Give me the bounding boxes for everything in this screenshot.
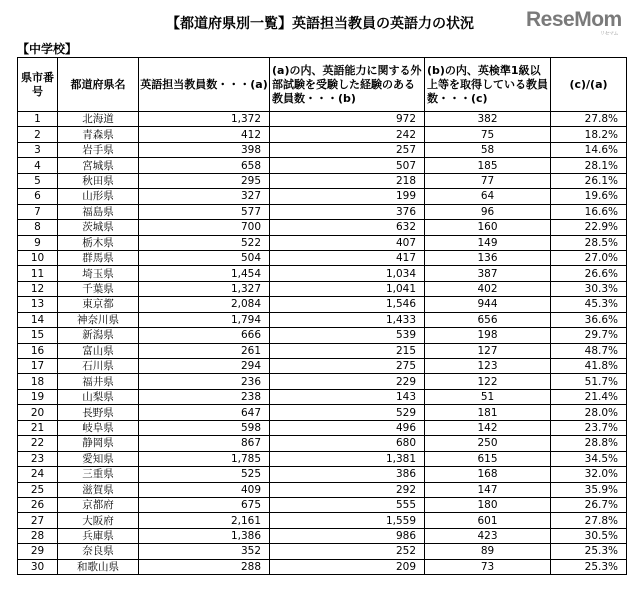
cell-ratio: 45.3% [551, 297, 627, 312]
table-row [18, 359, 627, 374]
cell-exam-takers: 1,381 [270, 451, 425, 466]
cell-teachers: 1,785 [139, 451, 270, 466]
cell-ratio: 28.8% [551, 436, 627, 451]
cell-certified: 77 [425, 173, 551, 188]
cell-ratio: 26.6% [551, 266, 627, 281]
cell-exam-takers: 275 [270, 359, 425, 374]
cell-ratio: 28.1% [551, 158, 627, 173]
cell-ratio: 25.3% [551, 559, 627, 574]
cell-teachers: 398 [139, 142, 270, 157]
cell-prefecture: 富山県 [58, 343, 139, 358]
header-prefecture: 都道府県名 [58, 58, 139, 112]
cell-number: 7 [18, 204, 58, 219]
cell-number: 13 [18, 297, 58, 312]
cell-certified: 127 [425, 343, 551, 358]
cell-teachers: 1,794 [139, 312, 270, 327]
cell-certified: 168 [425, 467, 551, 482]
cell-ratio: 14.6% [551, 142, 627, 157]
cell-ratio: 21.4% [551, 389, 627, 404]
cell-prefecture: 兵庫県 [58, 528, 139, 543]
cell-certified: 387 [425, 266, 551, 281]
cell-certified: 382 [425, 112, 551, 127]
cell-teachers: 294 [139, 359, 270, 374]
cell-certified: 89 [425, 544, 551, 559]
cell-teachers: 261 [139, 343, 270, 358]
cell-number: 8 [18, 220, 58, 235]
cell-prefecture: 山形県 [58, 189, 139, 204]
table-row [18, 528, 627, 543]
cell-ratio: 19.6% [551, 189, 627, 204]
cell-exam-takers: 229 [270, 374, 425, 389]
cell-exam-takers: 539 [270, 328, 425, 343]
cell-number: 12 [18, 281, 58, 296]
cell-exam-takers: 215 [270, 343, 425, 358]
cell-prefecture: 岩手県 [58, 142, 139, 157]
cell-exam-takers: 252 [270, 544, 425, 559]
cell-exam-takers: 292 [270, 482, 425, 497]
cell-number: 23 [18, 451, 58, 466]
cell-ratio: 28.0% [551, 405, 627, 420]
cell-prefecture: 長野県 [58, 405, 139, 420]
table-row [18, 281, 627, 296]
cell-exam-takers: 555 [270, 497, 425, 512]
cell-prefecture: 群馬県 [58, 250, 139, 265]
table-row [18, 112, 627, 127]
cell-teachers: 236 [139, 374, 270, 389]
header-teachers: 英語担当教員数・・・(a) [139, 58, 270, 112]
cell-teachers: 666 [139, 328, 270, 343]
cell-teachers: 675 [139, 497, 270, 512]
cell-certified: 656 [425, 312, 551, 327]
cell-teachers: 647 [139, 405, 270, 420]
cell-prefecture: 静岡県 [58, 436, 139, 451]
cell-exam-takers: 1,034 [270, 266, 425, 281]
logo-subtext: リセマム [600, 31, 618, 37]
cell-teachers: 867 [139, 436, 270, 451]
cell-ratio: 22.9% [551, 220, 627, 235]
cell-prefecture: 神奈川県 [58, 312, 139, 327]
cell-ratio: 36.6% [551, 312, 627, 327]
cell-number: 18 [18, 374, 58, 389]
cell-exam-takers: 143 [270, 389, 425, 404]
table-row [18, 544, 627, 559]
cell-certified: 73 [425, 559, 551, 574]
table-row [18, 250, 627, 265]
cell-teachers: 238 [139, 389, 270, 404]
table-row [18, 405, 627, 420]
table-row [18, 389, 627, 404]
cell-teachers: 522 [139, 235, 270, 250]
table-row [18, 297, 627, 312]
cell-teachers: 658 [139, 158, 270, 173]
cell-prefecture: 石川県 [58, 359, 139, 374]
cell-exam-takers: 242 [270, 127, 425, 142]
cell-teachers: 412 [139, 127, 270, 142]
cell-prefecture: 青森県 [58, 127, 139, 142]
cell-number: 15 [18, 328, 58, 343]
cell-certified: 147 [425, 482, 551, 497]
table-row [18, 559, 627, 574]
section-label: 【中学校】 [17, 42, 78, 56]
cell-ratio: 30.5% [551, 528, 627, 543]
cell-prefecture: 岐阜県 [58, 420, 139, 435]
cell-number: 24 [18, 467, 58, 482]
cell-certified: 149 [425, 235, 551, 250]
cell-teachers: 504 [139, 250, 270, 265]
table-row [18, 436, 627, 451]
cell-prefecture: 三重県 [58, 467, 139, 482]
cell-certified: 51 [425, 389, 551, 404]
cell-number: 11 [18, 266, 58, 281]
cell-ratio: 32.0% [551, 467, 627, 482]
cell-exam-takers: 496 [270, 420, 425, 435]
cell-ratio: 35.9% [551, 482, 627, 497]
table-row [18, 328, 627, 343]
cell-prefecture: 滋賀県 [58, 482, 139, 497]
cell-exam-takers: 1,041 [270, 281, 425, 296]
cell-number: 28 [18, 528, 58, 543]
cell-prefecture: 山梨県 [58, 389, 139, 404]
table-header-row [18, 58, 627, 112]
cell-exam-takers: 1,433 [270, 312, 425, 327]
table-row [18, 420, 627, 435]
cell-number: 5 [18, 173, 58, 188]
cell-certified: 58 [425, 142, 551, 157]
cell-prefecture: 秋田県 [58, 173, 139, 188]
cell-certified: 250 [425, 436, 551, 451]
cell-ratio: 26.7% [551, 497, 627, 512]
cell-number: 10 [18, 250, 58, 265]
cell-prefecture: 北海道 [58, 112, 139, 127]
cell-teachers: 327 [139, 189, 270, 204]
cell-certified: 96 [425, 204, 551, 219]
cell-teachers: 598 [139, 420, 270, 435]
cell-certified: 944 [425, 297, 551, 312]
cell-ratio: 51.7% [551, 374, 627, 389]
cell-prefecture: 埼玉県 [58, 266, 139, 281]
cell-number: 29 [18, 544, 58, 559]
header-exam-takers: (a)の内、英語能力に関する外部試験を受験した経験のある教員数・・・(b) [270, 58, 425, 112]
cell-number: 3 [18, 142, 58, 157]
cell-ratio: 29.7% [551, 328, 627, 343]
cell-number: 20 [18, 405, 58, 420]
cell-exam-takers: 218 [270, 173, 425, 188]
table-row [18, 158, 627, 173]
cell-ratio: 27.8% [551, 513, 627, 528]
cell-exam-takers: 209 [270, 559, 425, 574]
cell-ratio: 41.8% [551, 359, 627, 374]
cell-ratio: 27.8% [551, 112, 627, 127]
cell-teachers: 295 [139, 173, 270, 188]
cell-ratio: 27.0% [551, 250, 627, 265]
table-row [18, 142, 627, 157]
cell-teachers: 352 [139, 544, 270, 559]
cell-certified: 160 [425, 220, 551, 235]
cell-number: 21 [18, 420, 58, 435]
table-row [18, 220, 627, 235]
cell-number: 22 [18, 436, 58, 451]
cell-certified: 423 [425, 528, 551, 543]
cell-exam-takers: 257 [270, 142, 425, 157]
table-row [18, 467, 627, 482]
cell-teachers: 288 [139, 559, 270, 574]
table-row [18, 451, 627, 466]
cell-prefecture: 福島県 [58, 204, 139, 219]
teacher-english-table [17, 57, 627, 575]
cell-number: 14 [18, 312, 58, 327]
cell-certified: 601 [425, 513, 551, 528]
table-row [18, 235, 627, 250]
cell-exam-takers: 972 [270, 112, 425, 127]
table-row [18, 482, 627, 497]
cell-exam-takers: 386 [270, 467, 425, 482]
logo-text: ReseMom [526, 8, 622, 31]
cell-certified: 615 [425, 451, 551, 466]
cell-teachers: 577 [139, 204, 270, 219]
cell-prefecture: 千葉県 [58, 281, 139, 296]
cell-number: 2 [18, 127, 58, 142]
cell-prefecture: 京都府 [58, 497, 139, 512]
cell-number: 16 [18, 343, 58, 358]
cell-ratio: 34.5% [551, 451, 627, 466]
cell-certified: 402 [425, 281, 551, 296]
cell-teachers: 1,386 [139, 528, 270, 543]
cell-exam-takers: 199 [270, 189, 425, 204]
cell-exam-takers: 529 [270, 405, 425, 420]
cell-number: 17 [18, 359, 58, 374]
cell-exam-takers: 417 [270, 250, 425, 265]
cell-teachers: 1,372 [139, 112, 270, 127]
cell-certified: 123 [425, 359, 551, 374]
cell-ratio: 18.2% [551, 127, 627, 142]
cell-teachers: 2,161 [139, 513, 270, 528]
cell-certified: 75 [425, 127, 551, 142]
cell-ratio: 28.5% [551, 235, 627, 250]
cell-certified: 122 [425, 374, 551, 389]
cell-prefecture: 東京都 [58, 297, 139, 312]
cell-ratio: 30.3% [551, 281, 627, 296]
table-row [18, 497, 627, 512]
table-row [18, 343, 627, 358]
cell-prefecture: 新潟県 [58, 328, 139, 343]
cell-certified: 64 [425, 189, 551, 204]
table-row [18, 312, 627, 327]
resemom-logo [526, 8, 622, 37]
cell-prefecture: 茨城県 [58, 220, 139, 235]
cell-certified: 198 [425, 328, 551, 343]
cell-number: 19 [18, 389, 58, 404]
cell-exam-takers: 632 [270, 220, 425, 235]
cell-number: 25 [18, 482, 58, 497]
cell-number: 26 [18, 497, 58, 512]
cell-teachers: 700 [139, 220, 270, 235]
cell-ratio: 23.7% [551, 420, 627, 435]
cell-exam-takers: 1,546 [270, 297, 425, 312]
cell-exam-takers: 680 [270, 436, 425, 451]
cell-exam-takers: 407 [270, 235, 425, 250]
cell-number: 27 [18, 513, 58, 528]
cell-exam-takers: 376 [270, 204, 425, 219]
cell-number: 30 [18, 559, 58, 574]
cell-teachers: 1,454 [139, 266, 270, 281]
table-row [18, 513, 627, 528]
cell-prefecture: 福井県 [58, 374, 139, 389]
cell-exam-takers: 507 [270, 158, 425, 173]
cell-certified: 142 [425, 420, 551, 435]
cell-exam-takers: 986 [270, 528, 425, 543]
cell-teachers: 1,327 [139, 281, 270, 296]
table-row [18, 374, 627, 389]
cell-teachers: 525 [139, 467, 270, 482]
table-row [18, 204, 627, 219]
cell-certified: 181 [425, 405, 551, 420]
table-row [18, 173, 627, 188]
cell-prefecture: 和歌山県 [58, 559, 139, 574]
cell-ratio: 16.6% [551, 204, 627, 219]
table-row [18, 266, 627, 281]
cell-prefecture: 奈良県 [58, 544, 139, 559]
cell-prefecture: 大阪府 [58, 513, 139, 528]
header-ratio: (c)/(a) [551, 58, 627, 112]
cell-prefecture: 愛知県 [58, 451, 139, 466]
cell-certified: 136 [425, 250, 551, 265]
cell-prefecture: 栃木県 [58, 235, 139, 250]
cell-exam-takers: 1,559 [270, 513, 425, 528]
page-title: 【都道府県別一覧】英語担当教員の英語力の状況 [166, 16, 474, 32]
cell-teachers: 2,084 [139, 297, 270, 312]
table-row [18, 127, 627, 142]
cell-ratio: 25.3% [551, 544, 627, 559]
cell-certified: 185 [425, 158, 551, 173]
cell-number: 6 [18, 189, 58, 204]
cell-teachers: 409 [139, 482, 270, 497]
header-certified: (b)の内、英検準1級以上等を取得している教員数・・・(c) [425, 58, 551, 112]
cell-prefecture: 宮城県 [58, 158, 139, 173]
cell-number: 4 [18, 158, 58, 173]
cell-number: 1 [18, 112, 58, 127]
cell-number: 9 [18, 235, 58, 250]
cell-ratio: 26.1% [551, 173, 627, 188]
cell-certified: 180 [425, 497, 551, 512]
header-number: 県市番号 [18, 58, 58, 112]
cell-ratio: 48.7% [551, 343, 627, 358]
table-row [18, 189, 627, 204]
